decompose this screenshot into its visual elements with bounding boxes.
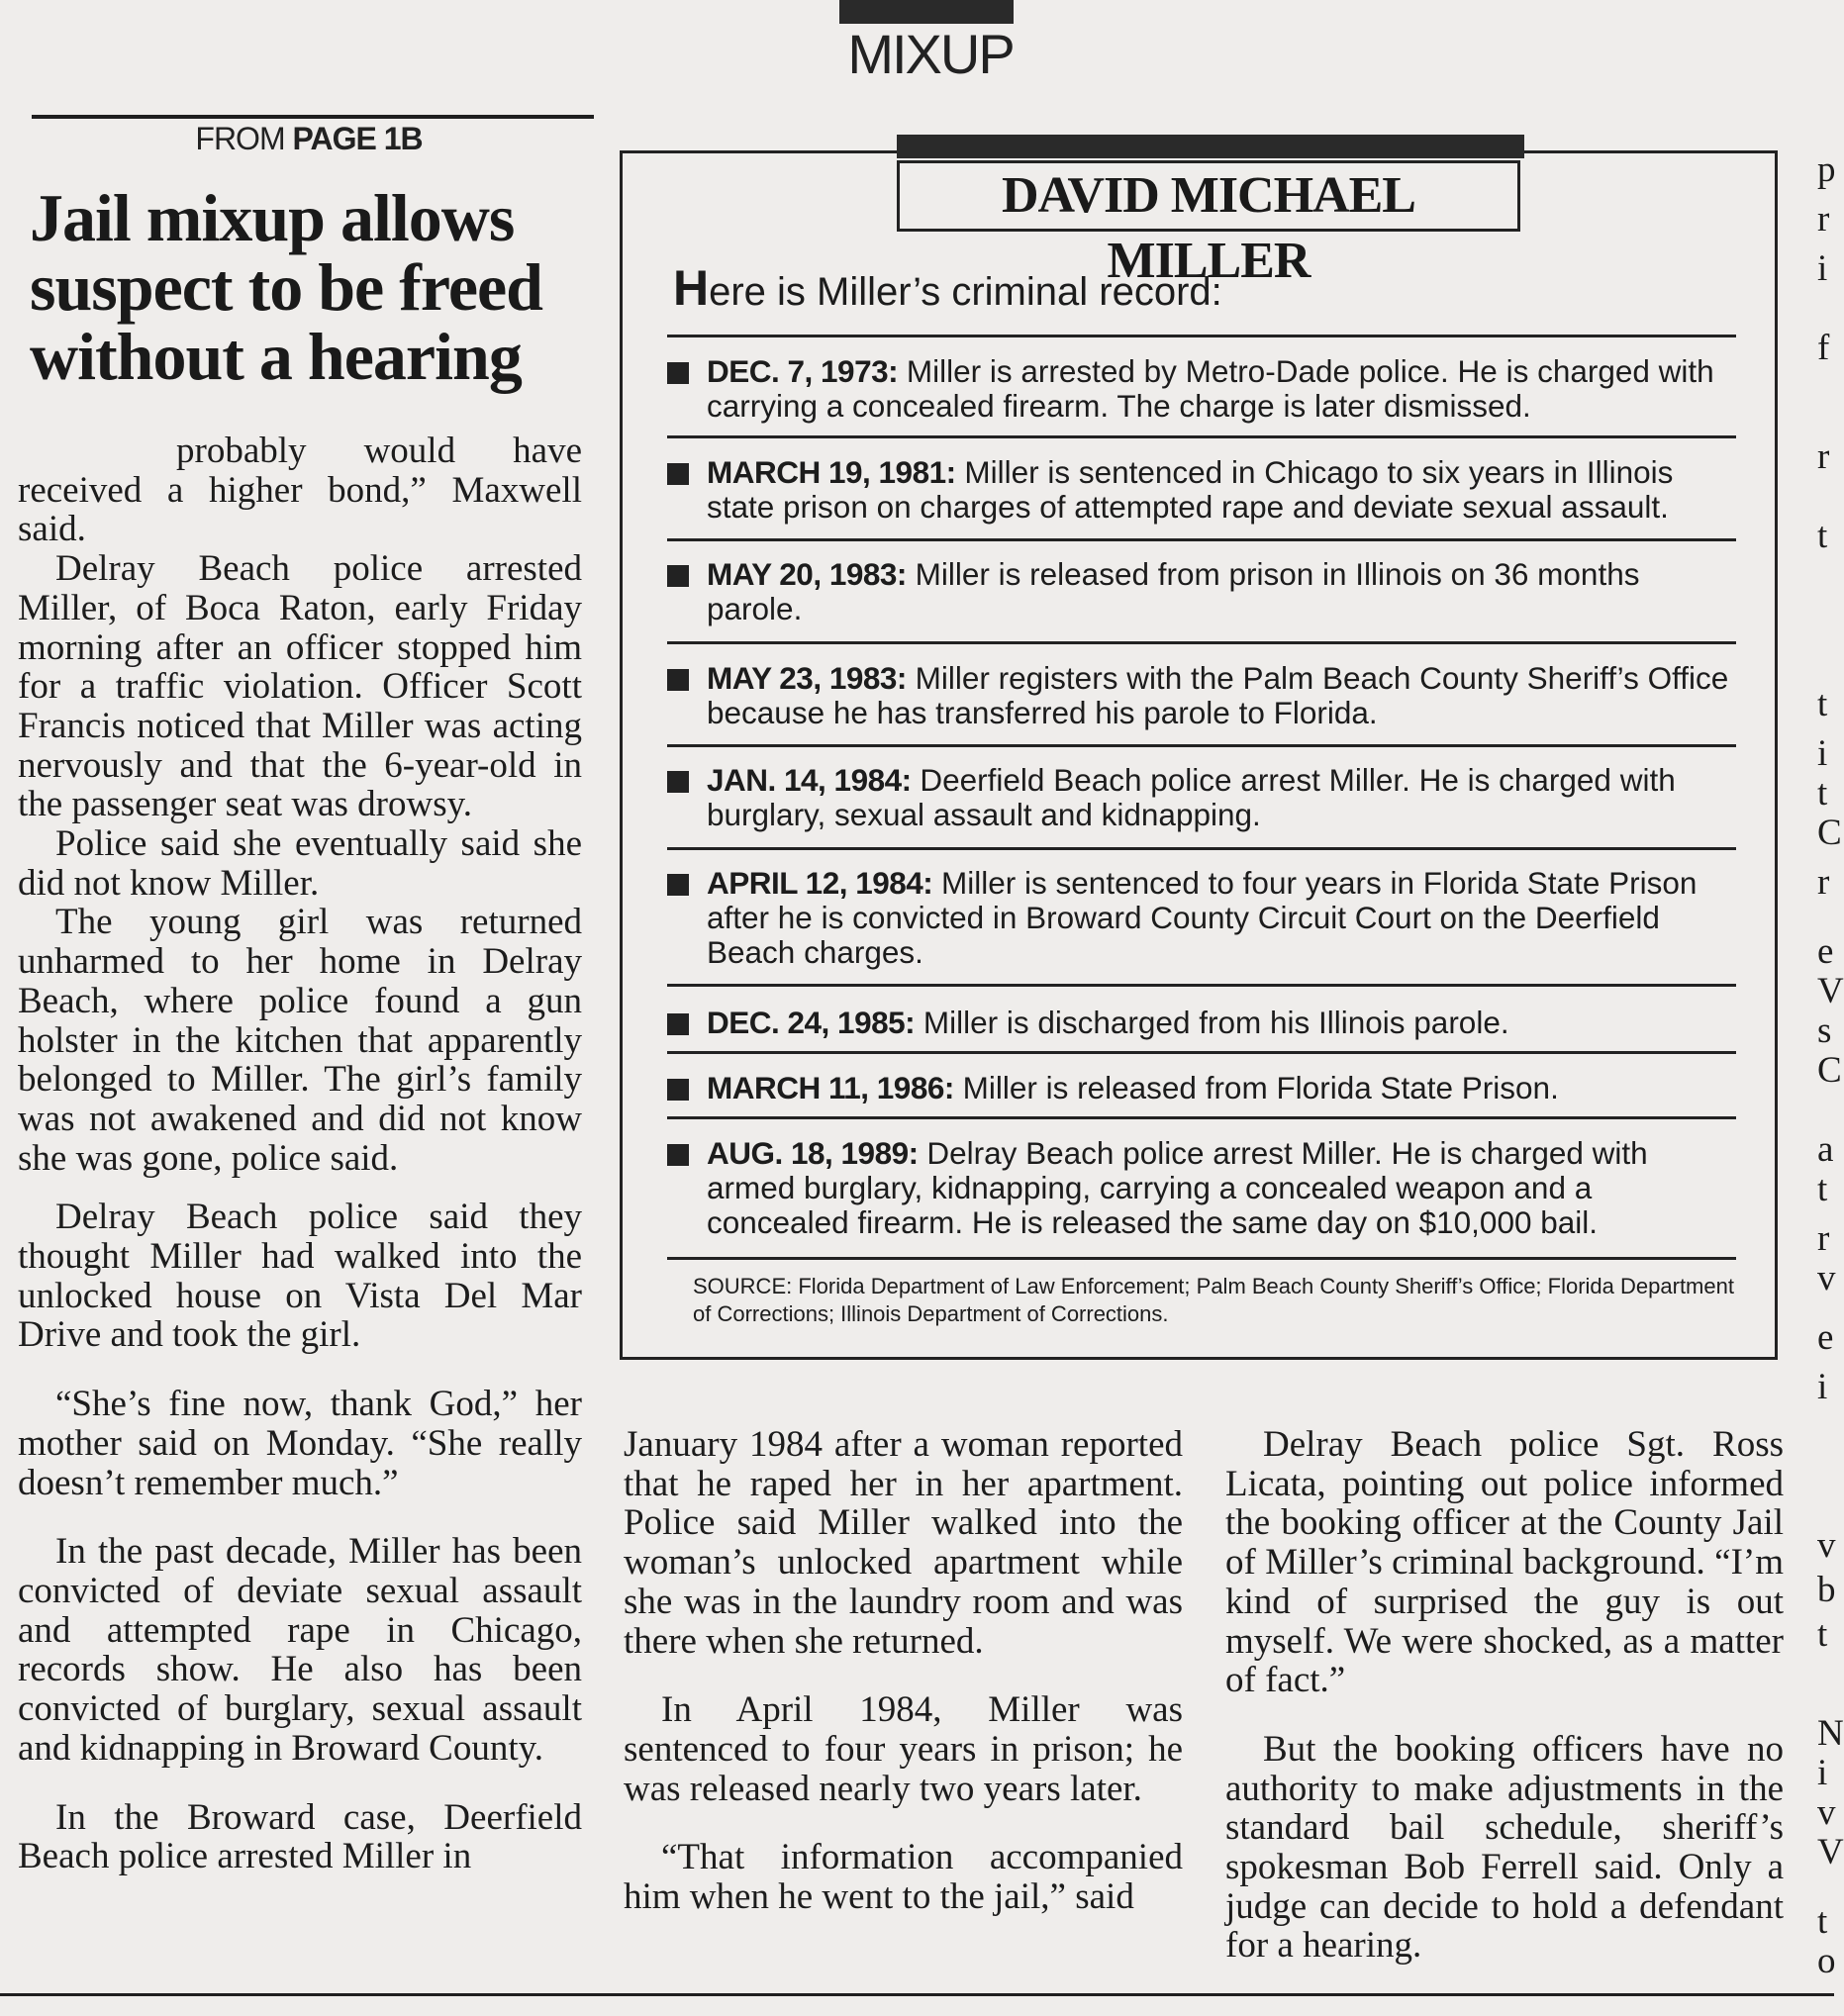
- record-entry: [667, 455, 1736, 525]
- entry-date: DEC. 7, 1973:: [707, 353, 899, 389]
- box-source-note: SOURCE: Florida Department of Law Enforcement; Palm Beach County Sheriff’s Office; Florida Department of Corrections; Illinois Department of Corrections.: [693, 1274, 1734, 1326]
- entry-text: Miller is sentenced to four years in Florida State Prison after he is convicted in Broward County Circuit Court on the Deerfield Beach charges.: [707, 865, 1698, 970]
- edge-fragment: r: [1817, 436, 1830, 477]
- paragraph: The young girl was returned unharmed to her home in Delray Beach, where police found a gun holster in the kitchen that apparently belonged to Miller. The girl’s family was not awakened and did not know she was gone, police said.: [18, 902, 582, 1179]
- entry-divider: [667, 847, 1736, 850]
- paragraph: “That information accompanied him when he went to the jail,” said: [624, 1837, 1183, 1918]
- entry-date: AUG. 18, 1989:: [707, 1135, 919, 1171]
- jump-prefix: FROM: [195, 121, 293, 156]
- edge-fragment: b: [1817, 1570, 1836, 1610]
- paragraph: But the booking officers have no authority to make adjustments in the standard bail schedule, sheriff’s spokesman Bob Ferrell said. Only a judge can decide to hold a defendant for a hearing.: [1225, 1728, 1784, 1967]
- bullet-square-icon: [667, 1144, 689, 1166]
- paragraph: Delray Beach police arrested Miller, of Boca Raton, early Friday morning after an officer stopped him for a traffic violation. Officer Scott Francis noticed that Miller was acting nervously and that the 6-year-old in the passenger seat was drowsy.: [18, 548, 582, 825]
- entry-date: MARCH 19, 1981:: [707, 454, 956, 490]
- entry-divider: [667, 1051, 1736, 1054]
- middle-column: [624, 1425, 1183, 1917]
- box-intro: [673, 259, 1762, 317]
- jump-line: [32, 121, 586, 157]
- edge-fragment: i: [1817, 248, 1828, 289]
- page-bottom-rule: [0, 1993, 1834, 1996]
- record-entry: [667, 866, 1736, 970]
- box-intro-text: ere is Miller’s criminal record:: [709, 270, 1222, 314]
- edge-fragment: s: [1817, 1010, 1832, 1051]
- entry-divider: [667, 744, 1736, 747]
- paragraph: In the past decade, Miller has been convicted of deviate sexual assault and attempted rape in Chicago, records show. He also has been convicted of burglary, sexual assault and kidnapping in Broward County.: [18, 1531, 582, 1769]
- edge-fragment: p: [1817, 149, 1836, 190]
- entry-divider: [667, 984, 1736, 987]
- box-intro-initial: H: [673, 260, 710, 316]
- edge-fragment: t: [1817, 1169, 1828, 1209]
- entry-divider: [667, 1257, 1736, 1260]
- entry-text: Deerfield Beach police arrest Miller. He is charged with burglary, sexual assault and kidnapping.: [707, 762, 1676, 832]
- paragraph: Delray Beach police said they thought Miller had walked into the unlocked house on Vista Del Mar Drive and took the girl.: [18, 1197, 582, 1356]
- right-column: [1225, 1425, 1784, 1966]
- entry-date: APRIL 12, 1984:: [707, 865, 933, 901]
- edge-fragment: r: [1817, 1218, 1830, 1259]
- edge-fragment: e: [1817, 931, 1834, 972]
- paragraph: In the Broward case, Deerfield Beach police arrested Miller in: [18, 1796, 582, 1877]
- edge-fragment: o: [1817, 1941, 1836, 1981]
- paragraph: “She’s fine now, thank God,” her mother said on Monday. “She really doesn’t remember much.”: [18, 1384, 582, 1503]
- section-tab-bar: [839, 0, 1014, 24]
- section-label: MIXUP: [847, 23, 1014, 85]
- edge-fragment: V: [1817, 971, 1844, 1011]
- edge-fragment: C: [1817, 813, 1842, 853]
- bullet-square-icon: [667, 463, 689, 485]
- entry-text: Miller is sentenced in Chicago to six years in Illinois state prison on charges of attempted rape and deviate sexual assault.: [707, 454, 1674, 525]
- record-entry: [667, 1071, 1736, 1105]
- entry-text: Miller is released from Florida State Prison.: [953, 1070, 1559, 1105]
- entry-divider: [667, 1116, 1736, 1119]
- entry-date: JAN. 14, 1984:: [707, 762, 912, 798]
- bullet-square-icon: [667, 874, 689, 896]
- edge-fragment: C: [1817, 1050, 1842, 1091]
- edge-fragment: i: [1817, 1753, 1828, 1793]
- left-column: [18, 432, 582, 1876]
- box-title-bar: [897, 135, 1524, 158]
- record-entry: [667, 557, 1736, 626]
- headline: Jail mixup allows suspect to be freed without a hearing: [30, 180, 542, 394]
- bullet-square-icon: [667, 1013, 689, 1035]
- paragraph: Delray Beach police Sgt. Ross Licata, pointing out police informed the booking officer at the County Jail of Miller’s criminal background. “I’m kind of surprised the guy is out myself. We were shocked, as a matter of fact.”: [1225, 1424, 1784, 1701]
- edge-fragment: N: [1817, 1713, 1844, 1754]
- edge-fragment: r: [1817, 862, 1830, 903]
- entry-date: MAY 23, 1983:: [707, 660, 907, 696]
- record-entry: [667, 763, 1736, 832]
- entry-text: Miller is discharged from his Illinois parole.: [915, 1005, 1509, 1040]
- bullet-square-icon: [667, 669, 689, 691]
- entry-text: Delray Beach police arrest Miller. He is charged with armed burglary, kidnapping, carrying a concealed weapon and a concealed firearm. He is released the same day on $10,000 bail.: [707, 1135, 1648, 1240]
- edge-fragment: V: [1817, 1832, 1844, 1872]
- entry-divider: [667, 435, 1736, 438]
- edge-fragment: v: [1817, 1525, 1836, 1566]
- entry-divider: [667, 335, 1736, 337]
- paragraph: probably would have received a higher bond,” Maxwell said.: [18, 431, 582, 550]
- entry-date: DEC. 24, 1985:: [707, 1005, 916, 1040]
- paragraph: Police said she eventually said she did not know Miller.: [18, 823, 582, 904]
- edge-fragment: t: [1817, 1901, 1828, 1942]
- record-entry: [667, 1136, 1736, 1240]
- edge-fragment: t: [1817, 1614, 1828, 1655]
- edge-fragment: f: [1817, 328, 1830, 368]
- entry-text: Miller is arrested by Metro-Dade police. He is charged with carrying a concealed firearm. The charge is later dismissed.: [707, 353, 1714, 424]
- bullet-square-icon: [667, 771, 689, 793]
- edge-fragment: t: [1817, 684, 1828, 724]
- box-title: DAVID MICHAEL MILLER: [897, 160, 1520, 232]
- bullet-square-icon: [667, 565, 689, 587]
- jump-page: PAGE 1B: [292, 121, 423, 156]
- edge-fragment: v: [1817, 1258, 1836, 1298]
- edge-fragment: i: [1817, 1367, 1828, 1407]
- entry-date: MAY 20, 1983:: [707, 556, 907, 592]
- bullet-square-icon: [667, 1079, 689, 1101]
- edge-fragment: a: [1817, 1129, 1834, 1170]
- entry-text: Miller is released from prison in Illinois on 36 months parole.: [707, 556, 1640, 626]
- entry-date: MARCH 11, 1986:: [707, 1070, 954, 1105]
- paragraph: January 1984 after a woman reported that he raped her in her apartment. Police said Miller walked into the woman’s unlocked apartment while she was in the laundry room and was there when she returned.: [624, 1424, 1183, 1662]
- record-entry: [667, 661, 1736, 730]
- record-entry: [667, 354, 1736, 424]
- entry-divider: [667, 641, 1736, 644]
- record-entry: [667, 1006, 1736, 1040]
- edge-fragment: v: [1817, 1792, 1836, 1833]
- edge-fragment: t: [1817, 516, 1828, 556]
- entry-divider: [667, 538, 1736, 541]
- edge-fragment: i: [1817, 733, 1828, 774]
- entry-text: Miller registers with the Palm Beach County Sheriff’s Office because he has transferred his parole to Florida.: [707, 660, 1729, 730]
- paragraph: In April 1984, Miller was sentenced to four years in prison; he was released nearly two years later.: [624, 1689, 1183, 1809]
- edge-fragment: t: [1817, 773, 1828, 814]
- edge-fragment: e: [1817, 1317, 1834, 1358]
- story-top-rule: [32, 115, 594, 119]
- edge-fragment: r: [1817, 199, 1830, 240]
- bullet-square-icon: [667, 362, 689, 384]
